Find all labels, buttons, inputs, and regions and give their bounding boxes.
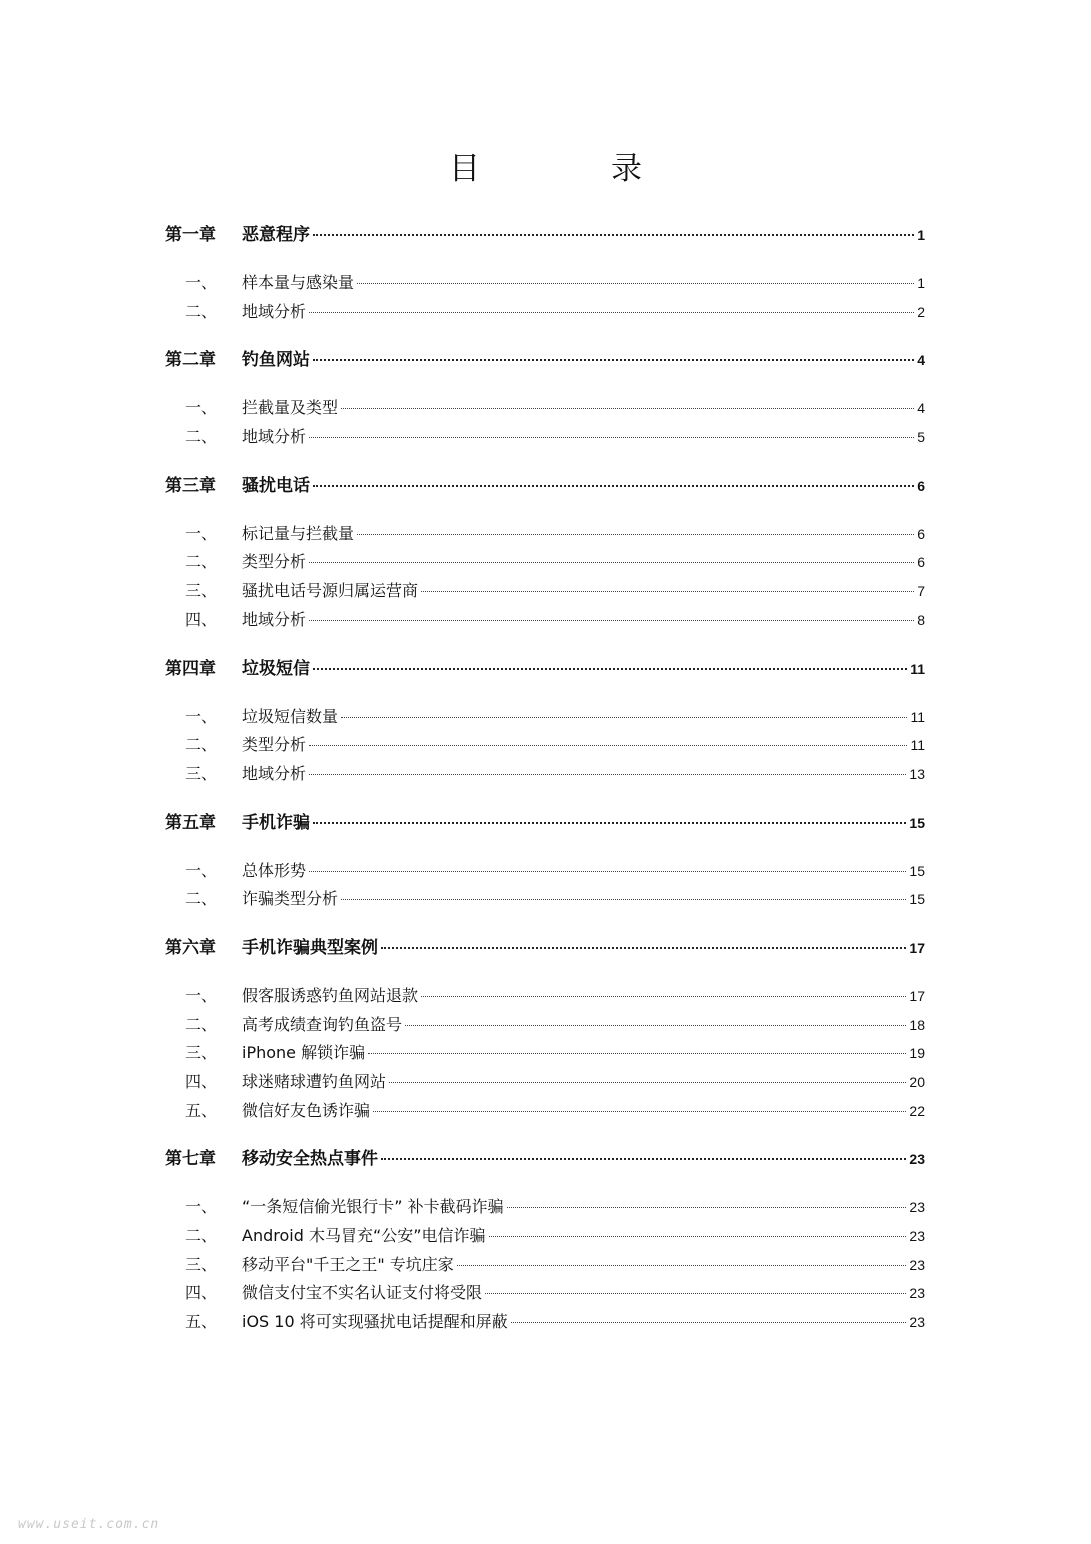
toc-section-row[interactable] — [165, 1193, 925, 1222]
dot-leader — [309, 436, 914, 438]
section-title: 假客服诱惑钓鱼网站退款 — [242, 985, 419, 1005]
section-number: 四、 — [185, 1072, 218, 1091]
toc-section-row[interactable] — [165, 1308, 925, 1337]
page-title: 目 录 — [449, 151, 692, 187]
section-number: 一、 — [185, 860, 218, 880]
dot-leader — [313, 484, 914, 487]
section-number: 二、 — [185, 552, 218, 572]
toc-section-row[interactable] — [165, 1097, 925, 1126]
section-number: 四、 — [185, 1283, 218, 1303]
dot-leader — [313, 667, 907, 670]
toc-section-row[interactable] — [165, 1251, 925, 1280]
chapter-number: 第一章 — [165, 225, 216, 245]
section-title: 移动平台"千王之王" 专坑庄家 — [242, 1254, 454, 1274]
section-title: iOS 10 将可实现骚扰电话提醒和屏蔽 — [242, 1312, 508, 1332]
toc-chapter-row[interactable] — [165, 804, 925, 842]
section-page-number: 17 — [909, 987, 925, 1004]
section-page-number: 11 — [910, 708, 925, 725]
toc-section-row[interactable] — [165, 1222, 925, 1251]
chapter-page-number: 1 — [917, 227, 925, 243]
section-number: 三、 — [185, 1043, 218, 1063]
section-page-number: 20 — [909, 1074, 925, 1090]
section-number: 二、 — [185, 1226, 218, 1246]
dot-leader — [511, 1321, 907, 1323]
dot-leader — [368, 1052, 906, 1054]
toc-section-row[interactable] — [165, 520, 925, 549]
toc-section-row[interactable] — [165, 1279, 925, 1308]
chapter-page-number: 17 — [909, 939, 925, 956]
section-title: 标记量与拦截量 — [242, 523, 355, 543]
chapter-title: 移动安全热点事件 — [242, 1149, 378, 1170]
dot-leader — [485, 1292, 906, 1294]
section-number: 一、 — [185, 523, 218, 543]
chapter-title: 骚扰电话 — [242, 475, 310, 496]
dot-leader — [309, 561, 914, 563]
section-title: 类型分析 — [242, 552, 307, 572]
section-title: 类型分析 — [242, 735, 307, 755]
section-page-number: 23 — [909, 1228, 925, 1245]
chapter-title: 手机诈骗典型案例 — [242, 937, 378, 958]
chapter-page-number: 11 — [910, 660, 925, 677]
dot-leader — [421, 590, 914, 592]
dot-leader — [309, 311, 914, 313]
toc-section-row[interactable] — [165, 1011, 925, 1040]
toc-section-row[interactable] — [165, 577, 925, 606]
toc-section-row[interactable] — [165, 298, 925, 327]
chapter-number: 第六章 — [165, 937, 216, 958]
section-title: 骚扰电话号源归属运营商 — [242, 581, 419, 601]
section-title: “一条短信偷光银行卡” 补卡截码诈骗 — [242, 1197, 504, 1217]
dot-leader — [405, 1024, 906, 1026]
chapter-page-number: 15 — [909, 814, 925, 831]
toc-section-row[interactable] — [165, 269, 925, 298]
chapter-number: 第四章 — [165, 658, 216, 679]
toc-chapter-row[interactable] — [165, 467, 925, 505]
section-title: 微信支付宝不实名认证支付将受限 — [242, 1283, 483, 1303]
section-page-number: 13 — [909, 765, 925, 782]
toc-section-row[interactable] — [165, 885, 925, 914]
section-number: 二、 — [185, 889, 218, 909]
chapter-number: 第二章 — [165, 350, 216, 371]
section-page-number: 23 — [909, 1256, 925, 1273]
dot-leader — [313, 358, 914, 361]
section-page-number: 19 — [909, 1045, 925, 1062]
dot-leader — [489, 1235, 907, 1237]
toc-section-row[interactable] — [165, 1068, 925, 1097]
chapter-title: 手机诈骗 — [242, 812, 310, 833]
section-number: 二、 — [185, 1014, 218, 1034]
section-page-number: 4 — [917, 400, 925, 417]
section-page-number: 8 — [917, 611, 925, 628]
section-page-number: 15 — [909, 891, 925, 908]
dot-leader — [507, 1206, 907, 1208]
section-title: 地域分析 — [242, 763, 307, 783]
dot-leader — [309, 619, 914, 621]
section-title: 微信好友色诱诈骗 — [242, 1100, 371, 1120]
dot-leader — [381, 946, 906, 949]
toc-section-row[interactable] — [165, 1039, 925, 1068]
dot-leader — [341, 716, 907, 718]
toc-section-row[interactable] — [165, 982, 925, 1011]
toc-section-row[interactable] — [165, 857, 925, 886]
section-title: 拦截量及类型 — [242, 398, 339, 418]
section-title: 诈骗类型分析 — [242, 889, 339, 909]
section-title: iPhone 解锁诈骗 — [242, 1043, 366, 1063]
toc-chapter-row[interactable] — [165, 650, 925, 688]
section-number: 五、 — [185, 1100, 218, 1120]
section-page-number: 18 — [909, 1016, 925, 1033]
section-title: 垃圾短信数量 — [242, 706, 339, 726]
dot-leader — [381, 1157, 906, 1160]
chapter-page-number: 6 — [917, 477, 925, 494]
section-number: 四、 — [185, 609, 218, 629]
toc-section-row[interactable] — [165, 703, 925, 732]
section-page-number: 23 — [909, 1314, 925, 1331]
toc-chapter-row[interactable] — [165, 216, 925, 254]
section-page-number: 22 — [909, 1102, 925, 1119]
section-number: 三、 — [185, 581, 218, 601]
section-page-number: 6 — [917, 554, 925, 571]
chapter-title: 钓鱼网站 — [242, 350, 310, 371]
toc-section-row[interactable] — [165, 606, 925, 635]
section-page-number: 1 — [917, 275, 925, 291]
section-page-number: 2 — [917, 303, 925, 320]
section-page-number: 11 — [910, 737, 925, 754]
toc-chapter-row[interactable] — [165, 1140, 925, 1178]
section-number: 一、 — [185, 273, 218, 292]
section-number: 三、 — [185, 1254, 218, 1274]
dot-leader — [309, 773, 906, 775]
dot-leader — [309, 744, 907, 746]
table-of-contents — [165, 216, 925, 1337]
dot-leader — [341, 407, 914, 409]
section-number: 二、 — [185, 301, 218, 321]
section-number: 一、 — [185, 706, 218, 726]
dot-leader — [357, 282, 914, 284]
toc-section-row[interactable] — [165, 423, 925, 452]
watermark: www.useit.com.cn — [18, 1517, 160, 1532]
chapter-number: 第七章 — [165, 1149, 216, 1170]
chapter-page-number: 4 — [917, 352, 925, 369]
dot-leader — [313, 233, 914, 236]
dot-leader — [389, 1081, 906, 1083]
toc-section-row[interactable] — [165, 760, 925, 789]
section-title: 高考成绩查询钓鱼盗号 — [242, 1014, 403, 1034]
chapter-number: 第三章 — [165, 475, 216, 496]
section-title: 总体形势 — [242, 860, 307, 880]
section-number: 一、 — [185, 985, 218, 1005]
section-title: Android 木马冒充“公安”电信诈骗 — [242, 1226, 486, 1246]
section-number: 五、 — [185, 1312, 218, 1332]
dot-leader — [341, 898, 906, 900]
section-page-number: 15 — [909, 862, 925, 879]
dot-leader — [309, 870, 906, 872]
chapter-number: 第五章 — [165, 812, 216, 833]
dot-leader — [357, 533, 914, 535]
section-page-number: 6 — [917, 525, 925, 542]
chapter-page-number: 23 — [909, 1151, 925, 1168]
dot-leader — [457, 1264, 907, 1266]
section-number: 二、 — [185, 735, 218, 755]
chapter-title: 垃圾短信 — [242, 658, 310, 679]
section-number: 一、 — [185, 398, 218, 418]
chapter-title: 恶意程序 — [242, 225, 310, 245]
section-number: 三、 — [185, 763, 218, 783]
toc-section-row[interactable] — [165, 731, 925, 760]
toc-chapter-row[interactable] — [165, 341, 925, 379]
section-title: 地域分析 — [242, 609, 307, 629]
toc-section-row[interactable] — [165, 394, 925, 423]
dot-leader — [373, 1110, 906, 1112]
section-page-number: 23 — [909, 1199, 925, 1216]
section-title: 球迷赌球遭钓鱼网站 — [242, 1072, 387, 1091]
section-title: 地域分析 — [242, 301, 307, 321]
section-page-number: 5 — [917, 429, 925, 446]
section-page-number: 23 — [909, 1285, 925, 1302]
section-page-number: 7 — [917, 583, 925, 600]
dot-leader — [313, 821, 906, 824]
section-number: 一、 — [185, 1197, 218, 1217]
section-title: 地域分析 — [242, 427, 307, 447]
section-title: 样本量与感染量 — [242, 273, 355, 292]
toc-chapter-row[interactable] — [165, 929, 925, 967]
toc-section-row[interactable] — [165, 548, 925, 577]
section-number: 二、 — [185, 427, 218, 447]
dot-leader — [421, 995, 906, 997]
